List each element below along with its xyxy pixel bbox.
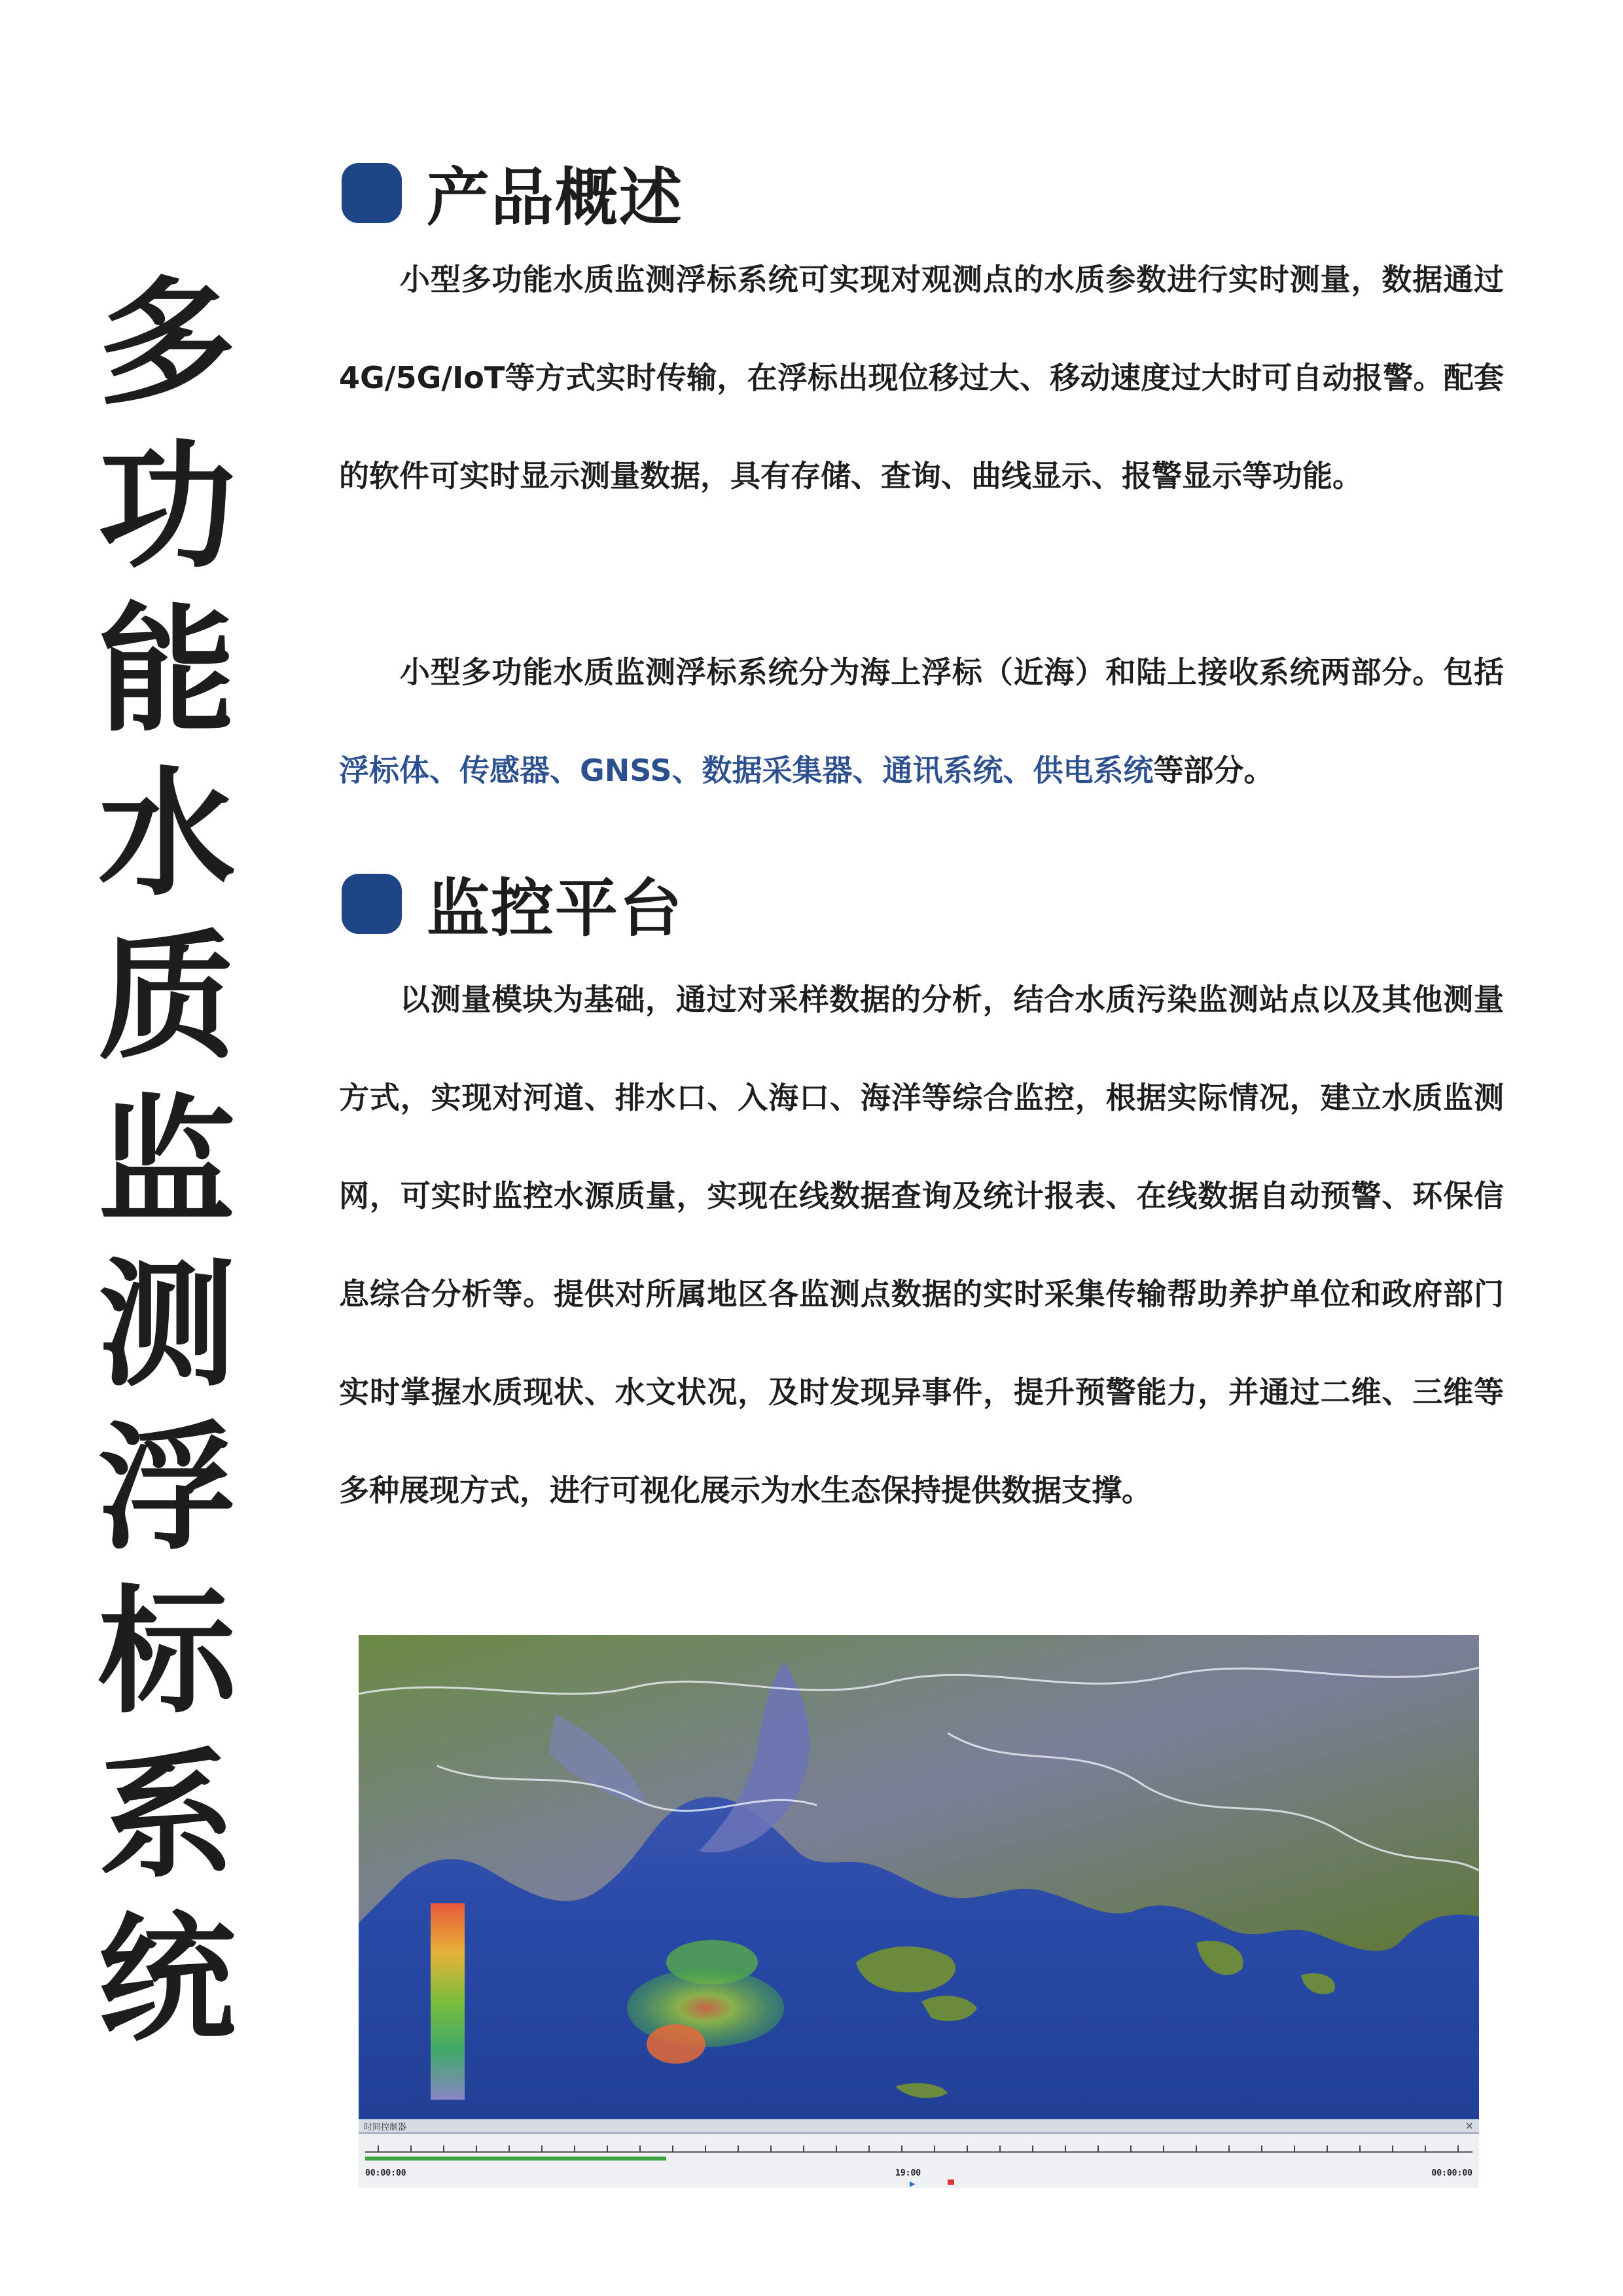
paragraph-text: 以测量模块为基础，通过对采样数据的分析，结合水质污染监测站点以及其他测量方式，实现对河道、排水口、入海口、海洋等综合监控，根据实际情况，建立水质监测网，可实时监控水源质量，实现在线数据查询及统计报表、在线数据自动预警、环保信息综合分析等。提供对所属地区各监测点数据的实时采集传输帮助养护单位和政府部门实时掌握水质现状、水文状况，及时发现异事件，提升预警能力，并通过二维、三维等多种展现方式，进行可视化展示为水生态保持提供数据支撑。: [339, 982, 1504, 1508]
time-start-label: 00:00:00: [365, 2168, 406, 2178]
play-button[interactable]: ▶: [910, 2179, 916, 2188]
section-heading-platform: [342, 859, 683, 948]
title-char: 系: [98, 1736, 236, 1896]
time-end-label: 00:00:00: [1431, 2168, 1472, 2178]
stop-button[interactable]: [948, 2179, 954, 2185]
title-char: 统: [98, 1899, 236, 2060]
heading-text: 产品概述: [427, 161, 683, 234]
vertical-title: [92, 262, 242, 2062]
heading-bullet-icon: [342, 874, 402, 934]
title-char: 多: [98, 263, 236, 423]
map-illustration: [359, 1635, 1479, 2188]
paragraph-text: 等部分。: [1153, 753, 1274, 788]
time-controller-title: 时间控制器: [364, 2123, 407, 2132]
paragraph-text: 小型多功能水质监测浮标系统可实现对观测点的水质参数进行实时测量，数据通过4G/5G/IoT等方式实时传输，在浮标出现位移过大、移动速度过大时可自动报警。配套的软件可实时显示测量数据，具有存储、查询、曲线显示、报警显示等功能。: [339, 262, 1504, 493]
title-char: 质: [98, 918, 236, 1078]
time-controller-close-icon[interactable]: ×: [1465, 2119, 1474, 2132]
monitoring-map-image: [359, 1635, 1479, 2188]
title-char: 功: [98, 427, 236, 587]
title-char: 浮: [98, 1408, 236, 1569]
time-current-label: 19:00: [895, 2168, 921, 2178]
highlighted-components: 浮标体、传感器、GNSS、数据采集器、通讯系统、供电系统: [339, 753, 1154, 788]
paragraph-text: 小型多功能水质监测浮标系统分为海上浮标（近海）和陆上接收系统两部分。包括: [399, 655, 1504, 690]
title-char: 标: [98, 1572, 236, 1732]
platform-paragraph: [339, 950, 1504, 1539]
overview-paragraph-2: [339, 623, 1504, 819]
heading-bullet-icon: [342, 163, 402, 223]
title-char: 能: [98, 590, 236, 751]
title-char: 测: [98, 1245, 236, 1405]
heading-text: 监控平台: [427, 872, 683, 945]
title-char: 监: [98, 1081, 236, 1242]
overview-paragraph-1: [339, 230, 1504, 525]
section-heading-overview: [342, 148, 683, 238]
title-char: 水: [98, 754, 236, 914]
